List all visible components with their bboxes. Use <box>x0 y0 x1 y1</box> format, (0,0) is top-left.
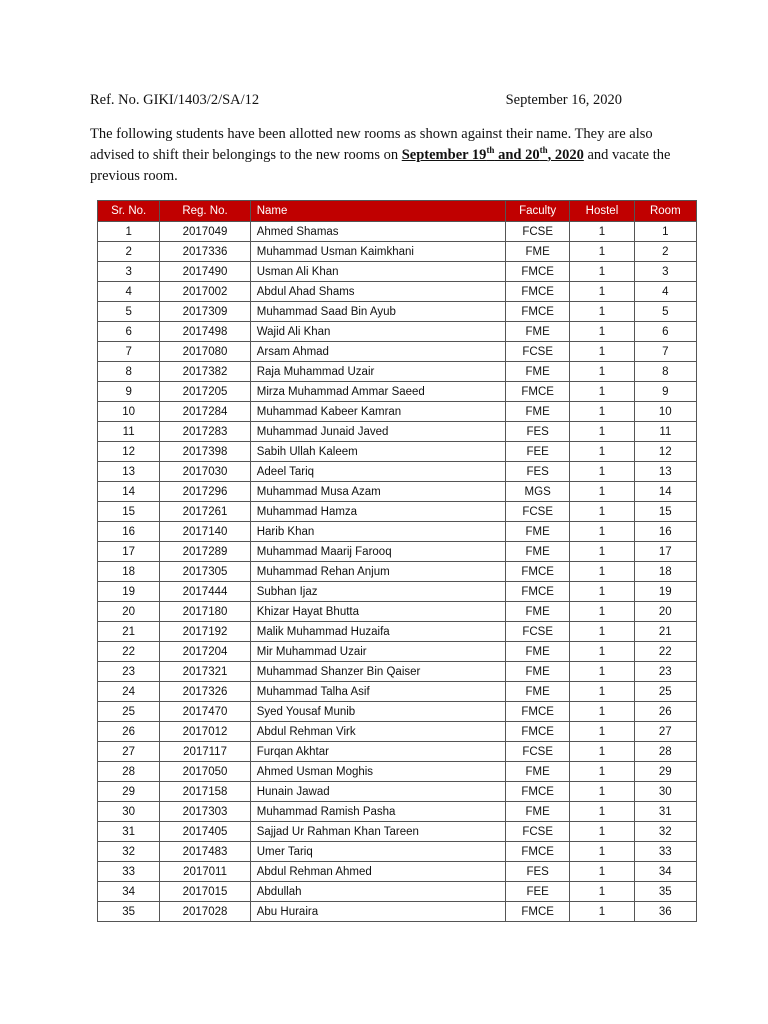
cell-sr-no: 27 <box>98 742 160 762</box>
cell-room: 30 <box>634 782 696 802</box>
table-row <box>98 522 697 542</box>
cell-name: Abdul Rehman Ahmed <box>250 862 505 882</box>
cell-name: Malik Muhammad Huzaifa <box>250 622 505 642</box>
table-row <box>98 762 697 782</box>
cell-faculty: FEE <box>506 442 570 462</box>
date-part-b: and 20 <box>494 147 540 163</box>
cell-reg-no: 2017011 <box>160 862 250 882</box>
cell-sr-no: 10 <box>98 402 160 422</box>
cell-sr-no: 31 <box>98 822 160 842</box>
table-row <box>98 602 697 622</box>
cell-sr-no: 2 <box>98 242 160 262</box>
table-row <box>98 402 697 422</box>
cell-room: 19 <box>634 582 696 602</box>
cell-room: 10 <box>634 402 696 422</box>
cell-faculty: FME <box>506 522 570 542</box>
cell-hostel: 1 <box>570 902 634 922</box>
cell-hostel: 1 <box>570 802 634 822</box>
cell-name: Adeel Tariq <box>250 462 505 482</box>
cell-name: Muhammad Hamza <box>250 502 505 522</box>
cell-hostel: 1 <box>570 762 634 782</box>
cell-name: Raja Muhammad Uzair <box>250 362 505 382</box>
cell-hostel: 1 <box>570 382 634 402</box>
cell-hostel: 1 <box>570 562 634 582</box>
cell-room: 26 <box>634 702 696 722</box>
cell-reg-no: 2017012 <box>160 722 250 742</box>
cell-hostel: 1 <box>570 402 634 422</box>
cell-name: Sajjad Ur Rahman Khan Tareen <box>250 822 505 842</box>
reference-number: Ref. No. GIKI/1403/2/SA/12 <box>90 92 260 108</box>
cell-name: Muhammad Rehan Anjum <box>250 562 505 582</box>
table-row <box>98 542 697 562</box>
cell-name: Hunain Jawad <box>250 782 505 802</box>
cell-room: 29 <box>634 762 696 782</box>
cell-name: Wajid Ali Khan <box>250 322 505 342</box>
cell-room: 15 <box>634 502 696 522</box>
cell-faculty: FME <box>506 662 570 682</box>
cell-reg-no: 2017303 <box>160 802 250 822</box>
cell-name: Muhammad Shanzer Bin Qaiser <box>250 662 505 682</box>
cell-faculty: FES <box>506 422 570 442</box>
cell-name: Khizar Hayat Bhutta <box>250 602 505 622</box>
cell-sr-no: 8 <box>98 362 160 382</box>
table-row <box>98 222 697 242</box>
table-row <box>98 462 697 482</box>
cell-faculty: FMCE <box>506 782 570 802</box>
cell-sr-no: 34 <box>98 882 160 902</box>
cell-reg-no: 2017498 <box>160 322 250 342</box>
table-row <box>98 342 697 362</box>
cell-hostel: 1 <box>570 542 634 562</box>
cell-hostel: 1 <box>570 862 634 882</box>
cell-name: Mir Muhammad Uzair <box>250 642 505 662</box>
cell-sr-no: 16 <box>98 522 160 542</box>
cell-room: 9 <box>634 382 696 402</box>
cell-reg-no: 2017050 <box>160 762 250 782</box>
cell-sr-no: 33 <box>98 862 160 882</box>
cell-faculty: FCSE <box>506 742 570 762</box>
cell-room: 31 <box>634 802 696 822</box>
table-row <box>98 502 697 522</box>
cell-room: 1 <box>634 222 696 242</box>
cell-faculty: FMCE <box>506 562 570 582</box>
cell-hostel: 1 <box>570 302 634 322</box>
reference-line <box>90 92 622 112</box>
cell-hostel: 1 <box>570 422 634 442</box>
cell-faculty: FCSE <box>506 622 570 642</box>
cell-hostel: 1 <box>570 442 634 462</box>
table-row <box>98 702 697 722</box>
cell-name: Subhan Ijaz <box>250 582 505 602</box>
cell-sr-no: 28 <box>98 762 160 782</box>
table-row <box>98 242 697 262</box>
cell-hostel: 1 <box>570 602 634 622</box>
cell-room: 4 <box>634 282 696 302</box>
cell-reg-no: 2017204 <box>160 642 250 662</box>
cell-faculty: FMCE <box>506 702 570 722</box>
cell-sr-no: 9 <box>98 382 160 402</box>
cell-faculty: FMCE <box>506 262 570 282</box>
cell-faculty: FCSE <box>506 502 570 522</box>
cell-reg-no: 2017444 <box>160 582 250 602</box>
cell-sr-no: 13 <box>98 462 160 482</box>
header-faculty: Faculty <box>506 201 570 222</box>
cell-name: Abdul Ahad Shams <box>250 282 505 302</box>
table-row <box>98 842 697 862</box>
table-row <box>98 442 697 462</box>
cell-sr-no: 20 <box>98 602 160 622</box>
cell-faculty: FME <box>506 762 570 782</box>
cell-room: 17 <box>634 542 696 562</box>
cell-hostel: 1 <box>570 702 634 722</box>
cell-sr-no: 12 <box>98 442 160 462</box>
cell-sr-no: 26 <box>98 722 160 742</box>
table-body <box>98 222 697 922</box>
cell-sr-no: 15 <box>98 502 160 522</box>
cell-reg-no: 2017015 <box>160 882 250 902</box>
ordinal-suffix-b: th <box>539 145 548 156</box>
date-part-a: September 19 <box>401 147 487 163</box>
table-row <box>98 322 697 342</box>
cell-name: Mirza Muhammad Ammar Saeed <box>250 382 505 402</box>
cell-reg-no: 2017140 <box>160 522 250 542</box>
header-name: Name <box>250 201 505 222</box>
cell-sr-no: 14 <box>98 482 160 502</box>
highlighted-dates <box>402 147 584 163</box>
header-reg-no: Reg. No. <box>160 201 250 222</box>
cell-room: 12 <box>634 442 696 462</box>
cell-room: 5 <box>634 302 696 322</box>
cell-hostel: 1 <box>570 522 634 542</box>
cell-faculty: FME <box>506 642 570 662</box>
cell-reg-no: 2017326 <box>160 682 250 702</box>
cell-faculty: FCSE <box>506 342 570 362</box>
cell-name: Umer Tariq <box>250 842 505 862</box>
cell-faculty: FME <box>506 802 570 822</box>
table-row <box>98 662 697 682</box>
cell-room: 28 <box>634 742 696 762</box>
table-header-row <box>98 201 697 222</box>
cell-sr-no: 1 <box>98 222 160 242</box>
cell-room: 33 <box>634 842 696 862</box>
cell-faculty: FME <box>506 402 570 422</box>
cell-name: Furqan Akhtar <box>250 742 505 762</box>
cell-hostel: 1 <box>570 322 634 342</box>
cell-hostel: 1 <box>570 682 634 702</box>
cell-reg-no: 2017296 <box>160 482 250 502</box>
cell-hostel: 1 <box>570 482 634 502</box>
cell-room: 13 <box>634 462 696 482</box>
header-hostel: Hostel <box>570 201 634 222</box>
cell-room: 8 <box>634 362 696 382</box>
cell-faculty: FME <box>506 682 570 702</box>
cell-reg-no: 2017321 <box>160 662 250 682</box>
cell-room: 11 <box>634 422 696 442</box>
cell-room: 23 <box>634 662 696 682</box>
cell-sr-no: 25 <box>98 702 160 722</box>
cell-reg-no: 2017483 <box>160 842 250 862</box>
cell-hostel: 1 <box>570 622 634 642</box>
table-row <box>98 262 697 282</box>
cell-sr-no: 19 <box>98 582 160 602</box>
table-row <box>98 862 697 882</box>
cell-reg-no: 2017382 <box>160 362 250 382</box>
cell-name: Muhammad Musa Azam <box>250 482 505 502</box>
table-row <box>98 282 697 302</box>
cell-sr-no: 4 <box>98 282 160 302</box>
cell-reg-no: 2017470 <box>160 702 250 722</box>
cell-faculty: FME <box>506 362 570 382</box>
cell-sr-no: 32 <box>98 842 160 862</box>
table-row <box>98 782 697 802</box>
cell-sr-no: 6 <box>98 322 160 342</box>
cell-name: Arsam Ahmad <box>250 342 505 362</box>
cell-room: 35 <box>634 882 696 902</box>
cell-faculty: FMCE <box>506 902 570 922</box>
cell-name: Muhammad Saad Bin Ayub <box>250 302 505 322</box>
table-row <box>98 822 697 842</box>
cell-sr-no: 22 <box>98 642 160 662</box>
cell-name: Usman Ali Khan <box>250 262 505 282</box>
cell-name: Muhammad Junaid Javed <box>250 422 505 442</box>
cell-sr-no: 18 <box>98 562 160 582</box>
cell-room: 20 <box>634 602 696 622</box>
date-part-c: , 2020 <box>547 147 584 163</box>
cell-hostel: 1 <box>570 642 634 662</box>
cell-faculty: FES <box>506 862 570 882</box>
cell-sr-no: 21 <box>98 622 160 642</box>
cell-reg-no: 2017030 <box>160 462 250 482</box>
cell-name: Harib Khan <box>250 522 505 542</box>
cell-hostel: 1 <box>570 222 634 242</box>
cell-faculty: MGS <box>506 482 570 502</box>
cell-name: Ahmed Usman Moghis <box>250 762 505 782</box>
cell-hostel: 1 <box>570 722 634 742</box>
cell-hostel: 1 <box>570 242 634 262</box>
cell-reg-no: 2017398 <box>160 442 250 462</box>
cell-room: 14 <box>634 482 696 502</box>
cell-name: Abdul Rehman Virk <box>250 722 505 742</box>
cell-faculty: FES <box>506 462 570 482</box>
cell-room: 18 <box>634 562 696 582</box>
header-room: Room <box>634 201 696 222</box>
cell-reg-no: 2017336 <box>160 242 250 262</box>
cell-room: 21 <box>634 622 696 642</box>
cell-faculty: FCSE <box>506 222 570 242</box>
ordinal-suffix-a: th <box>486 145 495 156</box>
cell-hostel: 1 <box>570 502 634 522</box>
header-sr-no: Sr. No. <box>98 201 160 222</box>
table-row <box>98 622 697 642</box>
table-row <box>98 742 697 762</box>
table-row <box>98 802 697 822</box>
cell-reg-no: 2017158 <box>160 782 250 802</box>
table-row <box>98 562 697 582</box>
cell-reg-no: 2017080 <box>160 342 250 362</box>
cell-faculty: FMCE <box>506 722 570 742</box>
cell-sr-no: 23 <box>98 662 160 682</box>
cell-reg-no: 2017283 <box>160 422 250 442</box>
cell-room: 2 <box>634 242 696 262</box>
cell-room: 16 <box>634 522 696 542</box>
cell-faculty: FME <box>506 542 570 562</box>
table-row <box>98 382 697 402</box>
cell-hostel: 1 <box>570 262 634 282</box>
cell-hostel: 1 <box>570 462 634 482</box>
cell-hostel: 1 <box>570 342 634 362</box>
cell-reg-no: 2017028 <box>160 902 250 922</box>
cell-reg-no: 2017309 <box>160 302 250 322</box>
table-row <box>98 682 697 702</box>
room-allotment-table <box>97 200 697 922</box>
table-row <box>98 302 697 322</box>
cell-name: Syed Yousaf Munib <box>250 702 505 722</box>
cell-hostel: 1 <box>570 582 634 602</box>
cell-name: Muhammad Maarij Farooq <box>250 542 505 562</box>
cell-room: 22 <box>634 642 696 662</box>
cell-faculty: FCSE <box>506 822 570 842</box>
cell-name: Ahmed Shamas <box>250 222 505 242</box>
cell-sr-no: 11 <box>98 422 160 442</box>
cell-reg-no: 2017289 <box>160 542 250 562</box>
cell-hostel: 1 <box>570 362 634 382</box>
cell-hostel: 1 <box>570 822 634 842</box>
cell-room: 7 <box>634 342 696 362</box>
cell-faculty: FMCE <box>506 382 570 402</box>
table-row <box>98 882 697 902</box>
cell-sr-no: 7 <box>98 342 160 362</box>
cell-room: 3 <box>634 262 696 282</box>
cell-faculty: FMCE <box>506 842 570 862</box>
intro-text-end: and vacate the previous room. <box>90 147 671 184</box>
cell-reg-no: 2017490 <box>160 262 250 282</box>
cell-sr-no: 3 <box>98 262 160 282</box>
cell-faculty: FME <box>506 602 570 622</box>
table-row <box>98 362 697 382</box>
table-row <box>98 482 697 502</box>
cell-reg-no: 2017261 <box>160 502 250 522</box>
cell-reg-no: 2017002 <box>160 282 250 302</box>
cell-name: Muhammad Kabeer Kamran <box>250 402 505 422</box>
cell-reg-no: 2017284 <box>160 402 250 422</box>
cell-reg-no: 2017205 <box>160 382 250 402</box>
cell-name: Abu Huraira <box>250 902 505 922</box>
cell-name: Abdullah <box>250 882 505 902</box>
cell-room: 25 <box>634 682 696 702</box>
cell-hostel: 1 <box>570 782 634 802</box>
table-row <box>98 722 697 742</box>
cell-hostel: 1 <box>570 742 634 762</box>
intro-text-start: The following students have been allotted new rooms as shown against their name. They are also advised to shift their belongings to the new rooms on <box>90 126 653 163</box>
cell-room: 36 <box>634 902 696 922</box>
cell-room: 32 <box>634 822 696 842</box>
cell-sr-no: 5 <box>98 302 160 322</box>
cell-name: Sabih Ullah Kaleem <box>250 442 505 462</box>
cell-hostel: 1 <box>570 662 634 682</box>
cell-sr-no: 24 <box>98 682 160 702</box>
cell-name: Muhammad Talha Asif <box>250 682 505 702</box>
cell-room: 27 <box>634 722 696 742</box>
cell-faculty: FME <box>506 322 570 342</box>
cell-name: Muhammad Ramish Pasha <box>250 802 505 822</box>
cell-reg-no: 2017049 <box>160 222 250 242</box>
table-row <box>98 422 697 442</box>
intro-paragraph <box>90 124 700 187</box>
cell-hostel: 1 <box>570 282 634 302</box>
cell-hostel: 1 <box>570 842 634 862</box>
cell-sr-no: 35 <box>98 902 160 922</box>
cell-faculty: FMCE <box>506 582 570 602</box>
table-row <box>98 902 697 922</box>
cell-faculty: FMCE <box>506 282 570 302</box>
cell-hostel: 1 <box>570 882 634 902</box>
cell-sr-no: 29 <box>98 782 160 802</box>
cell-sr-no: 17 <box>98 542 160 562</box>
cell-reg-no: 2017405 <box>160 822 250 842</box>
table-row <box>98 582 697 602</box>
cell-room: 6 <box>634 322 696 342</box>
cell-faculty: FME <box>506 242 570 262</box>
cell-faculty: FMCE <box>506 302 570 322</box>
cell-reg-no: 2017192 <box>160 622 250 642</box>
cell-faculty: FEE <box>506 882 570 902</box>
document-date: September 16, 2020 <box>505 92 622 108</box>
cell-reg-no: 2017117 <box>160 742 250 762</box>
cell-sr-no: 30 <box>98 802 160 822</box>
cell-name: Muhammad Usman Kaimkhani <box>250 242 505 262</box>
table-row <box>98 642 697 662</box>
cell-room: 34 <box>634 862 696 882</box>
cell-reg-no: 2017180 <box>160 602 250 622</box>
cell-reg-no: 2017305 <box>160 562 250 582</box>
